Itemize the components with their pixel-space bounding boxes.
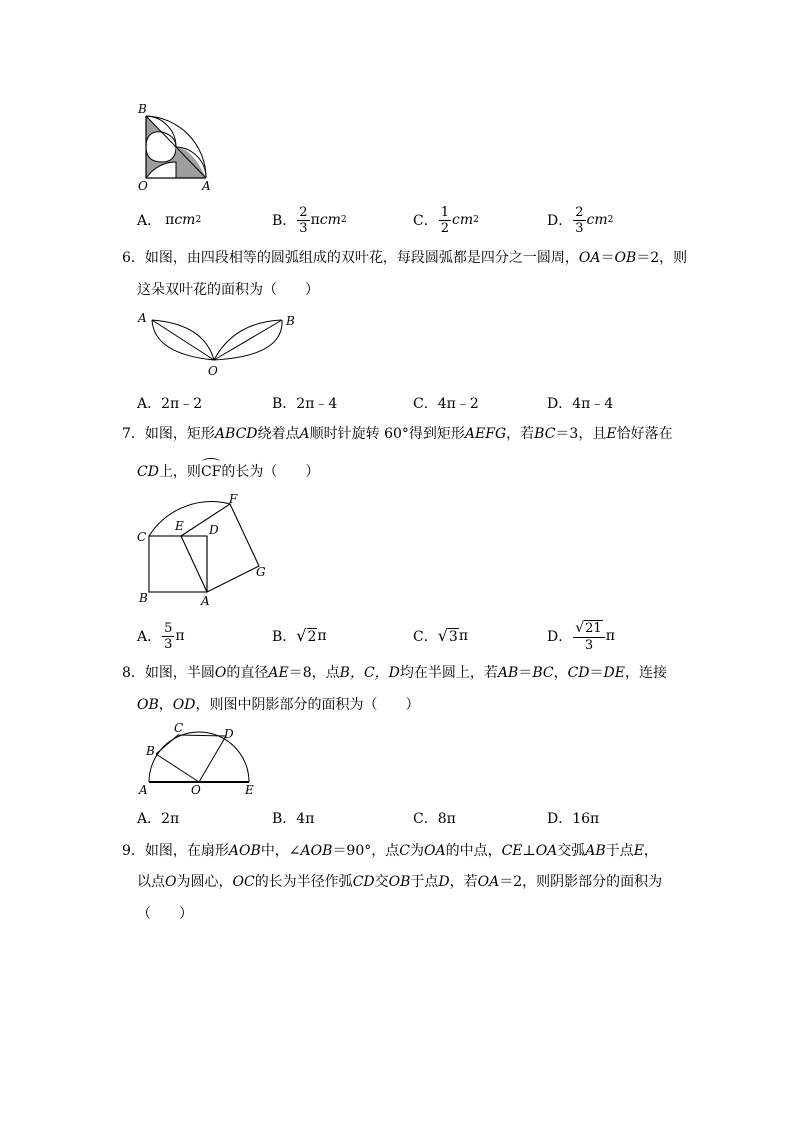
label-G: G bbox=[256, 565, 266, 579]
label-O: O bbox=[191, 783, 201, 797]
q7-stem-line1: 7．如图，矩形ABCD绕着点A顺时针旋转 60°得到矩形AEFG，若BC＝3，且E恰好落在 bbox=[122, 426, 673, 442]
segment-ob bbox=[156, 754, 199, 782]
q5-option-a[interactable]: A． π cm 2 bbox=[137, 212, 202, 229]
sqrt: √ 3 bbox=[437, 626, 458, 645]
label-F: F bbox=[229, 492, 238, 506]
figure-q7 bbox=[134, 492, 274, 612]
q5-option-d[interactable]: D． $\frac{2}{3}$ cm 2 bbox=[547, 204, 614, 236]
label-E: E bbox=[175, 519, 184, 533]
q9-stem-line2: 以点O为圆心，OC的长为半径作弧CD交OB于点D，若OA＝2，则阴影部分的面积为 bbox=[137, 874, 663, 890]
q9-stem-line3: （ ） bbox=[137, 906, 193, 922]
label-A: A bbox=[202, 179, 211, 193]
label-E: E bbox=[245, 783, 254, 797]
q8-option-d[interactable]: D．16π bbox=[547, 811, 600, 827]
semicircle-arc bbox=[149, 732, 249, 782]
chords-bcd bbox=[156, 735, 226, 754]
q8-option-b[interactable]: B．4π bbox=[272, 811, 315, 827]
q6-option-d[interactable]: D．4π﹣4 bbox=[547, 396, 614, 412]
label-C: C bbox=[137, 530, 147, 544]
q8-stem-line1: 8．如图，半圆O的直径AE＝8，点B，C，D均在半圆上，若AB＝BC，CD＝DE，连接 bbox=[122, 665, 667, 681]
label-A: A bbox=[138, 311, 147, 325]
q6-option-a[interactable]: A．2π﹣2 bbox=[137, 396, 203, 412]
q7-stem-line2: CD上，则CF的长为（ ） bbox=[137, 464, 320, 480]
q7-option-c[interactable]: C． √ 3 π bbox=[413, 626, 469, 645]
sqrt: √ 2 bbox=[296, 626, 317, 645]
label-O: O bbox=[138, 179, 148, 193]
figure-q5 bbox=[134, 100, 214, 194]
fraction: $\frac{1}{2}$ bbox=[440, 204, 449, 236]
fraction: $\frac{2}{3}$ bbox=[299, 204, 308, 236]
q5-option-c[interactable]: C． $\frac{1}{2}$ cm 2 bbox=[413, 204, 479, 236]
fraction: $\frac{5}{3}$ bbox=[164, 620, 173, 652]
rectangle-abcd bbox=[149, 536, 207, 592]
q8-option-c[interactable]: C．8π bbox=[413, 811, 456, 827]
q6-stem-line2: 这朵双叶花的面积为（ ） bbox=[137, 282, 319, 298]
fraction: $\frac{2}{3}$ bbox=[575, 204, 584, 236]
rectangle-aefg bbox=[181, 504, 259, 592]
q7-option-d[interactable]: D． √ 21 3 π bbox=[547, 620, 615, 653]
label-B: B bbox=[139, 591, 148, 605]
q7-option-a[interactable]: A． $\frac{5}{3}$ π bbox=[137, 620, 185, 652]
segment-od bbox=[199, 736, 226, 782]
label-D: D bbox=[209, 523, 219, 537]
figure-q6 bbox=[134, 308, 304, 380]
q6-option-b[interactable]: B．2π﹣4 bbox=[272, 396, 338, 412]
label-C: C bbox=[174, 721, 184, 735]
petal-left bbox=[146, 132, 176, 162]
q8-option-a[interactable]: A．2π bbox=[137, 811, 180, 827]
label-O: O bbox=[208, 364, 218, 378]
label-B: B bbox=[138, 102, 147, 116]
q9-stem-line1: 9．如图，在扇形AOB中，∠AOB＝90°，点C为OA的中点，CE⊥OA交弧AB于点E， bbox=[122, 843, 658, 859]
figure-q8 bbox=[134, 720, 264, 800]
q8-stem-line2: OB，OD，则图中阴影部分的面积为（ ） bbox=[137, 697, 420, 713]
label-B: B bbox=[146, 744, 155, 758]
label-D: D bbox=[224, 727, 234, 741]
label-A: A bbox=[201, 594, 210, 608]
label-B: B bbox=[286, 314, 295, 328]
q6-stem-line1: 6．如图，由四段相等的圆弧组成的双叶花，每段圆弧都是四分之一圆周，OA＝OB＝2，则 bbox=[122, 250, 688, 266]
q6-option-c[interactable]: C．4π﹣2 bbox=[413, 396, 479, 412]
q7-option-b[interactable]: B． √ 2 π bbox=[272, 626, 327, 645]
q5-option-b[interactable]: B． $\frac{2}{3}$ π cm 2 bbox=[272, 204, 347, 236]
label-A: A bbox=[139, 783, 148, 797]
arc-cf: CF bbox=[200, 464, 222, 480]
fraction: √ 21 3 bbox=[573, 619, 604, 653]
